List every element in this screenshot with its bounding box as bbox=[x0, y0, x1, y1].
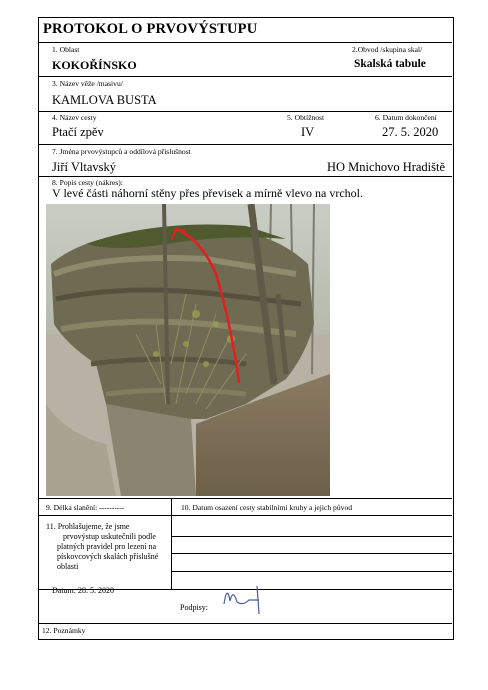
prohlaseni-line-2: prvovýstup uskutečnili podle bbox=[63, 532, 156, 541]
obtiznost-value: IV bbox=[301, 125, 315, 139]
cesta-label: 4. Název cesty bbox=[52, 113, 97, 122]
popis-label: 8. Popis cesty (nákres): bbox=[52, 178, 123, 187]
row-divider bbox=[39, 515, 452, 516]
row-divider bbox=[171, 536, 452, 537]
title-divider bbox=[39, 42, 452, 43]
vez-value: KAMLOVA BUSTA bbox=[52, 93, 157, 107]
signature-icon bbox=[219, 576, 269, 616]
podpisy-label: Podpisy: bbox=[180, 603, 209, 612]
cesta-value: Ptačí zpěv bbox=[52, 125, 104, 139]
prohlaseni-line-1: 11. Prohlašujeme, že jsme bbox=[46, 522, 130, 531]
slaneni-label: 9. Délka slanění: ---------- bbox=[46, 503, 125, 512]
poznamky-label: 12. Poznámky bbox=[42, 626, 86, 635]
prvovystupce-club: HO Mnichovo Hradiště bbox=[327, 160, 446, 174]
datum-dokonceni-value: 27. 5. 2020 bbox=[382, 125, 439, 139]
prohlaseni-line-4: pískovcových skalách příslušné bbox=[57, 552, 159, 561]
osazeni-label: 10. Datum osazení cesty stabilními kruhy a jejich původ bbox=[181, 503, 353, 512]
datum-dokonceni-label: 6. Datum dokončení bbox=[375, 113, 437, 122]
obvod-label: 2.Obvod /skupina skal/ bbox=[352, 45, 423, 54]
protocol-form bbox=[38, 17, 454, 640]
row-divider bbox=[39, 623, 452, 624]
row-divider bbox=[39, 111, 452, 112]
obvod-value: Skalská tabule bbox=[354, 58, 426, 70]
row-divider bbox=[171, 553, 452, 554]
column-divider bbox=[171, 498, 172, 589]
row-divider bbox=[39, 498, 452, 499]
datum-value: Datum: 28. 5. 2020 bbox=[52, 586, 114, 595]
oblast-value: KOKOŘÍNSKO bbox=[52, 58, 137, 72]
prvovystupci-label: 7. Jména prvovýstupců a oddílová příslušnost bbox=[52, 147, 191, 156]
row-divider bbox=[39, 76, 452, 77]
prohlaseni-line-3: platných pravidel pro lezení na bbox=[57, 542, 157, 551]
vez-label: 3. Název věže /masivu/ bbox=[52, 79, 123, 88]
row-divider bbox=[39, 176, 452, 177]
popis-text: V levé části náhorní stěny přes převisek a mírně vlevo na vrchol. bbox=[52, 186, 364, 200]
prohlaseni-line-5: oblasti bbox=[57, 562, 79, 571]
form-title: PROTOKOL O PRVOVÝSTUPU bbox=[43, 21, 258, 37]
oblast-label: 1. Oblast bbox=[52, 45, 80, 54]
prvovystupce-name: Jiří Vltavský bbox=[52, 160, 117, 174]
obtiznost-label: 5. Obtížnost bbox=[287, 113, 325, 122]
row-divider bbox=[39, 144, 452, 145]
route-photo bbox=[46, 204, 330, 496]
row-divider bbox=[171, 571, 452, 572]
